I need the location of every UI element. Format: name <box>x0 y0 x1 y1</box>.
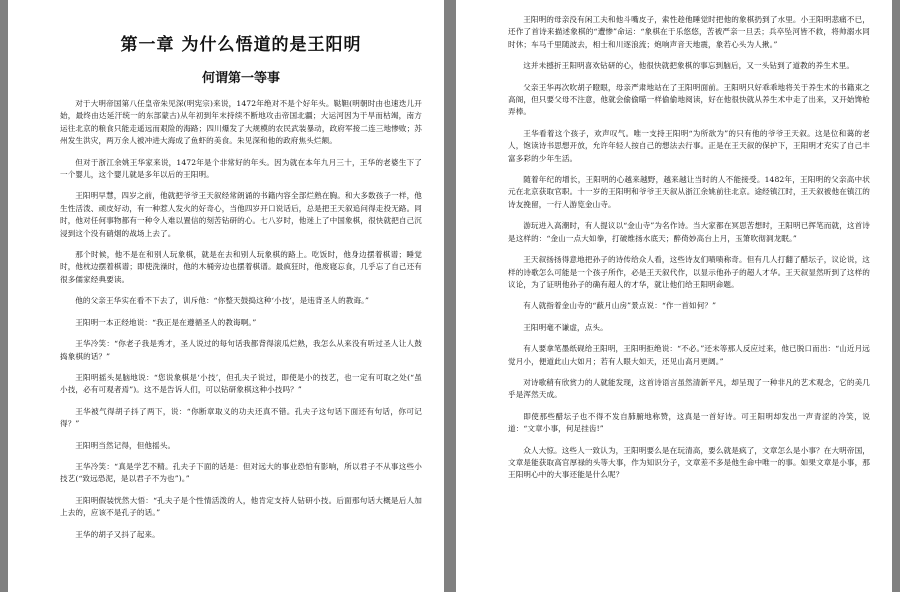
paragraph: 他的父亲王华实在看不下去了，训斥他：“你整天鼓捣这种‘小技’，是违背圣人的教诲。” <box>75 296 370 306</box>
paragraph: 那个时候，他不是在和别人玩象棋，就是在去和别人玩象棋的路上。吃饭时，他身边摆着棋谱；睡觉时，他枕边摆着棋谱；即使洗澡时，他的木桶旁边也摆着棋谱。最疯狂时，他废寝忘食，几乎忘了自己还有很多儒家经典要读。 <box>60 250 422 284</box>
right-page-body <box>508 14 870 482</box>
paragraph: 王华被气得胡子抖了两下，说：“你断章取义的功夫还真不错。孔夫子这句话下面还有句话，你可记得？” <box>60 406 422 429</box>
page-gutter <box>444 0 456 592</box>
paragraph: 王华看着这个孩子，欢声叹气。唯一支持王阳明“为所欲为”的只有他的爷爷王天叙。这是位和蔼的老人，饱读诗书思想开放，允许年轻人按自己的想法去行事。正是在王天叙的保护下，王阳明才充实了自己丰富多彩的少年生活。 <box>508 128 870 163</box>
paragraph: 王华的胡子又抖了起来。 <box>75 529 160 539</box>
paragraph: 父亲王华再次吹胡子瞪眼，母亲严肃地站在了王阳明面前。王阳明只好乖乖地将关于养生术的书籍束之高阁，但只要父母不注意，他就会偷偷瞄一样偷偷地阅读，好在他很快就从养生术中走了出来，又开始馋枪弄棒。 <box>508 82 870 117</box>
left-page <box>8 0 444 592</box>
paragraph: 这并未撼折王阳明喜欢钻研的心，他很快就把象棋的事忘到脑后，又一头钻到了道教的养生术里。 <box>523 61 855 71</box>
paragraph: 但对于浙江余姚王华家来说，1472年是个非常好的年头。因为就在本年九月三十，王华的老婆生下了一个婴儿，这个婴儿就是多年以后的王阳明。 <box>60 157 422 180</box>
paragraph: 游玩进入高潮时，有人提议以“金山寺”为名作诗。当大家都在冥思苦想时，王阳明已挥笔而就，这首诗是这样的：“金山一点大如拳，打破维扬水底天；醉倚妙高台上月，玉箫吹彻洞龙眠。” <box>508 221 870 243</box>
paragraph: 王阳明早慧，四岁之前，他就把爷爷王天叙经常朗诵的书籍内容全部烂熟在胸。和大多数孩子一样，他生性活泼、顽皮好动，有一种惹人发火的好奇心，当他四岁开口说话后，总是把王天叙追问得走投无路。同时，他对任何事物都有一种令人难以置信的刻苦钻研的心。七八岁时，他迷上了中国象棋，很快就把自己沉浸到这个没有硝烟的战场上去了。 <box>60 191 422 238</box>
paragraph: 王阳明假装恍然大悟：“孔夫子是个性情活泼的人，他肯定支持人钻研小技。后面那句话大概是后人加上去的，应该不是孔子的话。” <box>60 495 422 518</box>
paragraph: 王天叙扬扬得意地把孙子的诗传给众人看，这些诗友们啧啧称奇。但有几人打翻了醋坛子，议论说，这样的诗歌怎么可能是一个孩子所作，必是王天叙代作，以显示他孙子的超人才华。王天叙显然听到了这样的议论，为了证明他孙子的确有超人的才华，就让他们给王阳明命题。 <box>508 255 870 289</box>
paragraph: 王华冷笑：“你老子我是秀才，圣人说过的每句话我都背得滚瓜烂熟，我怎么从来没有听过圣人让人鼓捣象棋的话？” <box>60 339 422 361</box>
paragraph: 王阳明的母亲没有闲工夫和他斗嘴皮子，索性趁他睡觉时把他的象棋扔到了水里。小王阳明悲痛不已，还作了首诗来描述象棋的“遭惨”命运：“象棋在于乐悠悠，苦被严亲一旦丢；兵卒坠河皆不救，将帅溺水同时休；车马千里随波去，相士和川逐浪流；炮响声音天地震，象若心头为人揪。” <box>508 15 870 49</box>
paragraph: 王阳明毫不谦虚，点头。 <box>523 322 608 332</box>
paragraph: 对诗歌稍有欣赏力的人就能发现，这首诗语言虽然清新平凡，却呈现了一种非凡的艺术观念，它的美几乎是浑然天成。 <box>508 377 870 400</box>
paragraph: 随着年纪的增长，王阳明的心越来越野，越来越让当时的人不能接受。1482年，王阳明的父亲高中状元在北京获取官职。十一岁的王阳明和爷爷王天叙从浙江余姚前往北京。途经镇江时，王天叙被他在镇江的诗友挽留，一行人游览金山寺。 <box>508 175 870 209</box>
paragraph: 众人大惊。这些人一致认为，王阳明要么是在玩清高，要么就是疯了，文章怎么是小事？在大明帝国，文章是能获取高官厚禄的头等大事，作为知识分子，文章差不多是他生命中唯一的事。如果文章是小事，那王阳明心中的大事还能是什么呢？ <box>508 445 870 480</box>
left-page-body <box>60 98 422 541</box>
paragraph: 有人就指着金山寺的“蔽月山房”景点说：“作一首如何？” <box>523 301 717 311</box>
paragraph: 王华冷笑：“真是学艺不精。孔夫子下面的话是：但对远大的事业恐怕有影响，所以君子不从事这些小技艺(“致远恐泥，是以君子不为也”)。” <box>60 461 422 484</box>
chapter-title: 第一章 为什么悟道的是王阳明 <box>120 35 362 55</box>
paragraph: 王阳明一本正经地说：“我正是在遵循圣人的教诲啊。” <box>75 317 257 327</box>
paragraph: 王阳明摇头晃脑地说：“您说象棋是‘小技’，但孔夫子说过，即使是小的技艺，也一定有可取之处(“虽小技，必有可观者焉”)。这不是告诉人们，可以钻研象棋这种小技吗？” <box>60 372 422 395</box>
paragraph: 王阳明当然记得，但他摇头。 <box>75 440 176 450</box>
paragraph: 即使那些醋坛子也不得不发自肺腑地称赞，这真是一首好诗。可王阳明却发出一声青涩的冷笑，说道：“文章小事，何足挂齿!” <box>508 411 870 434</box>
section-title: 何谓第一等事 <box>201 71 280 86</box>
right-page <box>456 0 892 592</box>
paragraph: 有人要拿笔墨纸砚给王阳明，王阳明拒绝说：“不必。”还未等那人反应过来，他已脱口而出：“山近月远觉月小，便道此山大如月；若有人眼大如天，还见山高月更阔。” <box>508 344 870 366</box>
paragraph: 对于大明帝国第八任皇帝朱见深(明宪宗)来说，1472年绝对不是个好年头。鞑靼(明朝时由也速迭儿开始，最终由达延汗统一的东部蒙古)从年初到年末持续不断地攻击帝国北疆；大运河因为干旱而枯竭，南方运往北京的粮食只能走遥远而艰险的海路；四川爆发了大规模的农民武装暴动，政府军接二连三地惨败；苏州发生洪灾，两万余人被冲进大海成了鱼虾的美食。朱见深和他的政府焦头烂额。 <box>60 99 422 146</box>
